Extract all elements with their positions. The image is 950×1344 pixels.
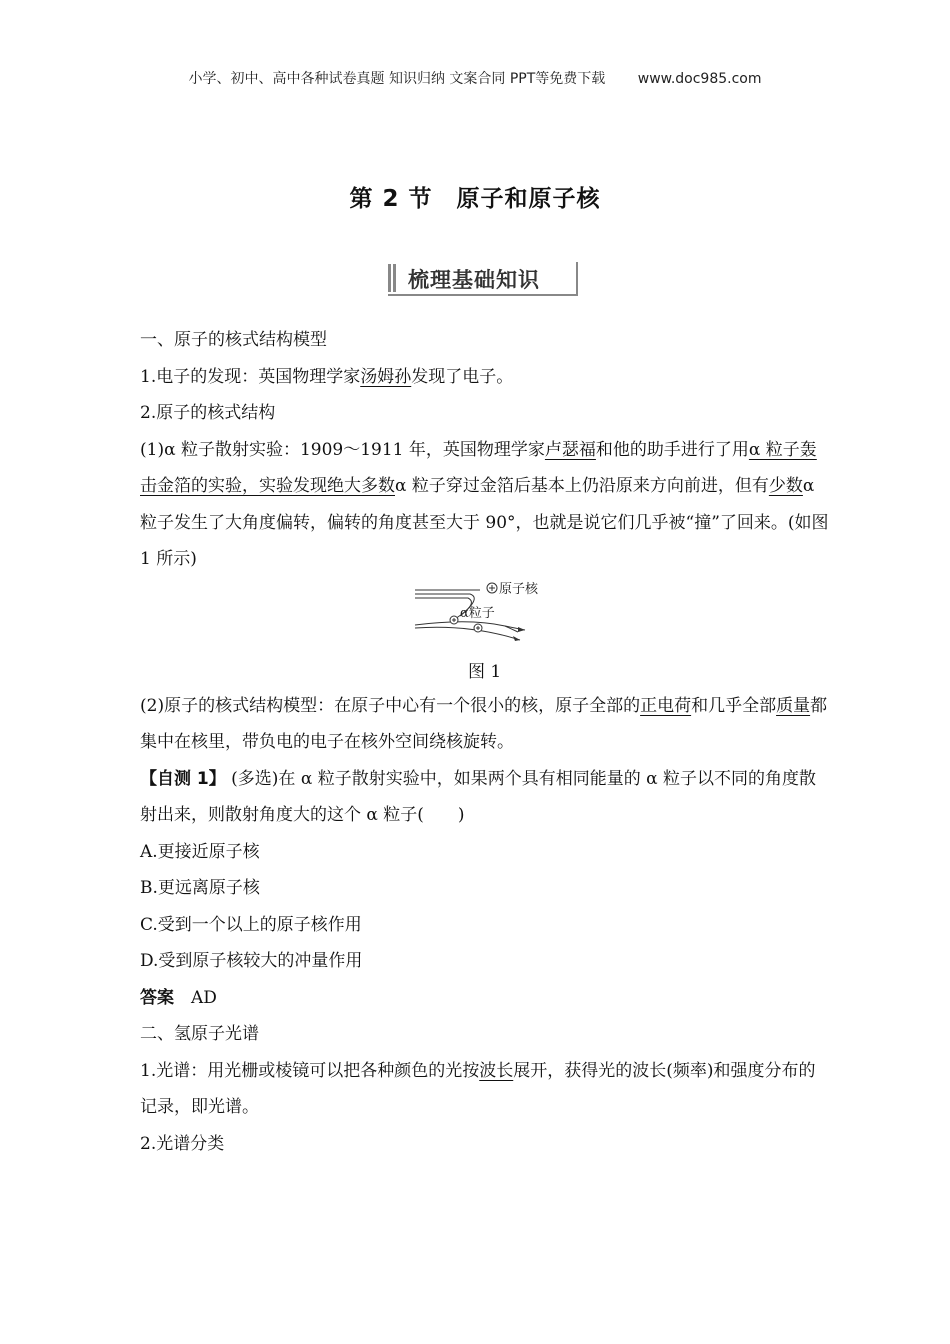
- heading-2: 二、氢原子光谱: [140, 1024, 259, 1044]
- text: α 粒子穿过金箔后基本上仍沿原来方向前进，但有: [395, 476, 769, 496]
- quiz-text: (多选)在 α 粒子散射实验中，如果两个具有相同能量的 α 粒子以不同的角度散射出来，则散射角度大的这个 α 粒子( ): [140, 768, 816, 825]
- option-a: A.更接近原子核: [140, 841, 260, 862]
- text: 1.光谱：用光栅或棱镜可以把各种颜色的光按: [140, 1060, 480, 1081]
- option-b: B.更远离原子核: [140, 878, 260, 898]
- text: 展开，获得光的波长(频率)和强度分布的记录，即光谱。: [140, 1060, 816, 1117]
- paragraph-3: [140, 432, 830, 578]
- quiz-question: [140, 761, 830, 834]
- underlined-term: 卢瑟福: [544, 439, 596, 460]
- figure-1: [140, 578, 830, 688]
- underlined-term: 少数: [768, 476, 803, 496]
- paragraph-5: [140, 1053, 830, 1126]
- text: 和他的助手进行了用: [595, 439, 749, 460]
- answer: [140, 980, 830, 1017]
- quiz-tag: 【自测 1】: [140, 768, 226, 789]
- header-text: 小学、初中、高中各种试卷真题 知识归纳 文案合同 PPT等免费下载: [188, 71, 606, 87]
- text: (2)原子的核式结构模型：在原子中心有一个很小的核，原子全部的: [140, 695, 641, 716]
- underlined-term: 波长: [479, 1060, 514, 1081]
- text: 都集中在核里，带负电的电子在核外空间绕核旋转。: [140, 695, 828, 752]
- underlined-term: 质量: [776, 695, 811, 716]
- paragraph-1: [140, 359, 830, 396]
- answer-label: 答案: [140, 987, 174, 1008]
- text: 和几乎全部: [691, 695, 777, 716]
- underlined-term: α 粒子轰击金箔的实验，实验发现绝大多数: [140, 439, 817, 496]
- paragraph-2: 2.原子的核式结构: [140, 403, 276, 423]
- paragraph-6: 2.光谱分类: [140, 1133, 225, 1154]
- header-url[interactable]: www.doc985.com: [637, 71, 762, 87]
- answer-value: AD: [191, 987, 217, 1008]
- section-title: 第 2 节 原子和原子核: [349, 186, 601, 212]
- label-nucleus: 原子核: [499, 581, 539, 597]
- banner-bar-icon: [388, 264, 396, 292]
- banner-text: 梳理基础知识: [408, 268, 540, 292]
- underlined-term: 正电荷: [640, 695, 692, 716]
- option-c: C.受到一个以上的原子核作用: [140, 914, 362, 935]
- text: 发现了电子。: [411, 366, 514, 387]
- banner: [388, 262, 578, 296]
- content: [140, 322, 830, 1162]
- scattering-diagram: [410, 580, 570, 644]
- option-d: D.受到原子核较大的冲量作用: [140, 951, 363, 971]
- paragraph-4: [140, 688, 830, 761]
- label-alpha: α粒子: [460, 605, 495, 621]
- figure-caption: 图 1: [468, 661, 502, 682]
- text: (1)α 粒子散射实验：1909～1911 年，英国物理学家: [140, 439, 545, 460]
- text: α 粒子发生了大角度偏转，偏转的角度甚至大于 90°，也就是说它们几乎被“撞”了回来。(如图 1 所示): [140, 476, 829, 569]
- page-header: [0, 68, 950, 88]
- underlined-term: 汤姆孙: [360, 366, 412, 387]
- text: 1.电子的发现：英国物理学家: [140, 366, 361, 387]
- heading-1: 一、原子的核式结构模型: [140, 330, 327, 350]
